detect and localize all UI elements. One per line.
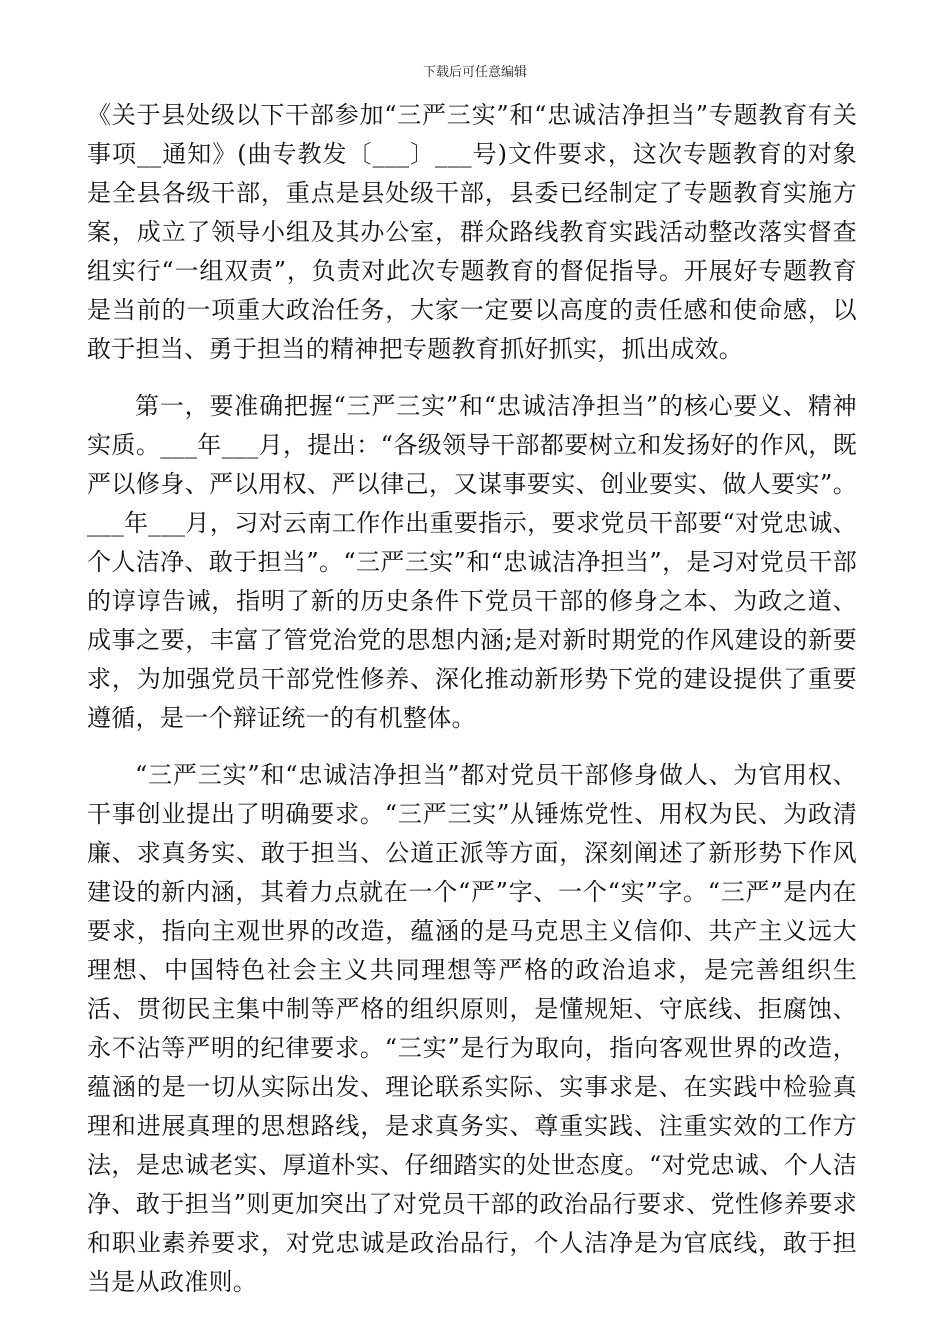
document-body <box>87 96 857 1302</box>
paragraph-intro: 《关于县处级以下干部参加“三严三实”和“忠诚洁净担当”专题教育有关事项__通知》(曲专教发〔___〕___号)文件要求，这次专题教育的对象是全县各级干部，重点是县处级干部，县委已经制定了专题教育实施方案，成立了领导小组及其办公室，群众路线教育实践活动整改落实督查组实行“一组双责”，负责对此次专题教育的督促指导。开展好专题教育是当前的一项重大政治任务，大家一定要以高度的责任感和使命感，以敢于担当、勇于担当的精神把专题教育抓好抓实，抓出成效。 <box>87 101 857 363</box>
paragraph-first-point: 第一，要准确把握“三严三实”和“忠诚洁净担当”的核心要义、精神实质。___年___月，提出：“各级领导干部都要树立和发扬好的作风，既严以修身、严以用权、严以律己，又谋事要实、创业要实、做人要实”。___年___月，习对云南工作作出重要指示，要求党员干部要“对党忠诚、个人洁净、敢于担当”。“三严三实”和“忠诚洁净担当”，是习对党员干部的谆谆告诫，指明了新的历史条件下党员干部的修身之本、为政之道、成事之要，丰富了管党治党的思想内涵;是对新时期党的作风建设的新要求，为加强党员干部党性修养、深化推动新形势下党的建设提供了重要遵循，是一个辩证统一的有机整体。 <box>87 392 857 732</box>
header-note: 下载后可任意编辑 <box>422 65 527 80</box>
paragraph-requirements: “三严三实”和“忠诚洁净担当”都对党员干部修身做人、为官用权、干事创业提出了明确要求。“三严三实”从锤炼党性、用权为民、为政清廉、求真务实、敢于担当、公道正派等方面，深刻阐述了新形势下作风建设的新内涵，其着力点就在一个“严”字、一个“实”字。“三严”是内在要求，指向主观世界的改造，蕴涵的是马克思主义信仰、共产主义远大理想、中国特色社会主义共同理想等严格的政治追求，是完善组织生活、贯彻民主集中制等严格的组织原则，是懂规矩、守底线、拒腐蚀、永不沾等严明的纪律要求。“三实”是行为取向，指向客观世界的改造，蕴涵的是一切从实际出发、理论联系实际、实事求是、在实践中检验真理和进展真理的思想路线，是求真务实、尊重实践、注重实效的工作方法，是忠诚老实、厚道朴实、仔细踏实的处世态度。“对党忠诚、个人洁净、敢于担当”则更加突出了对党员干部的政治品行要求、党性修养要求和职业素养要求，对党忠诚是政治品行，个人洁净是为官底线，敢于担当是从政准则。 <box>87 761 857 1296</box>
